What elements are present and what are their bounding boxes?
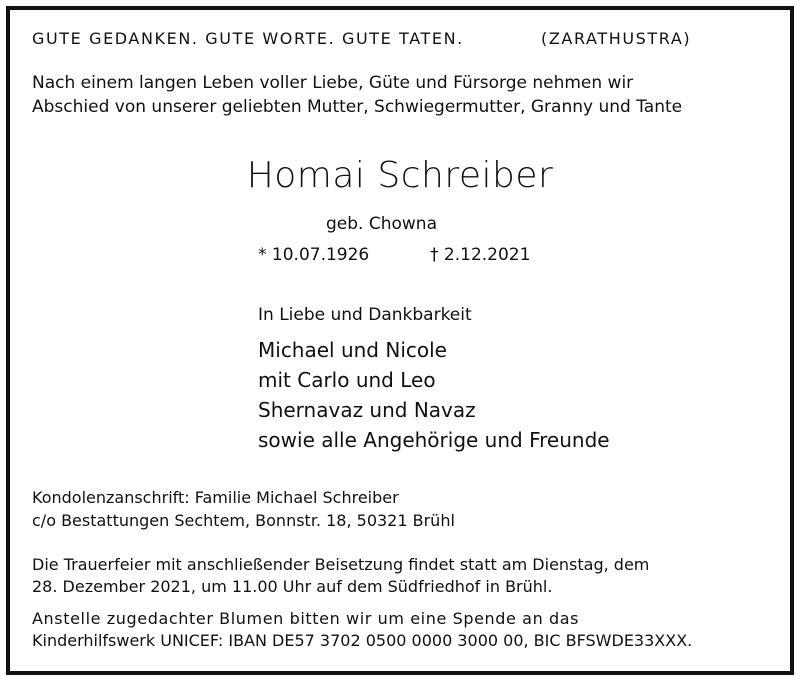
funeral-line-1: Die Trauerfeier mit anschließender Beisetzung findet statt am Dienstag, dem bbox=[32, 555, 650, 574]
deceased-born-name: geb. Chowna bbox=[326, 214, 437, 234]
obituary-notice bbox=[6, 6, 794, 675]
death-date: † 2.12.2021 bbox=[430, 245, 531, 265]
mourner-line-4: sowie alle Angehörige und Freunde bbox=[258, 428, 610, 452]
motto-line bbox=[32, 29, 692, 48]
donation-line-1: Anstelle zugedachter Blumen bitten wir um eine Spende an das bbox=[32, 609, 580, 628]
deceased-name: Homai Schreiber bbox=[246, 155, 554, 196]
birth-date: * 10.07.1926 bbox=[258, 245, 370, 265]
motto-source: (ZARATHUSTRA) bbox=[541, 29, 692, 48]
funeral-line-2: 28. Dezember 2021, um 11.00 Uhr auf dem Südfriedhof in Brühl. bbox=[32, 577, 553, 596]
intro-line-1: Nach einem langen Leben voller Liebe, Güte und Fürsorge nehmen wir bbox=[32, 73, 634, 93]
mourners-heading: In Liebe und Dankbarkeit bbox=[258, 305, 472, 325]
mourner-line-2: mit Carlo und Leo bbox=[258, 368, 436, 392]
intro-line-2: Abschied von unserer geliebten Mutter, Schwiegermutter, Granny und Tante bbox=[32, 97, 683, 117]
mourner-line-1: Michael und Nicole bbox=[258, 338, 447, 362]
condolence-line-1: Kondolenzanschrift: Familie Michael Schreiber bbox=[32, 488, 399, 507]
condolence-line-2: c/o Bestattungen Sechtem, Bonnstr. 18, 50321 Brühl bbox=[32, 511, 455, 530]
mourner-line-3: Shernavaz und Navaz bbox=[258, 398, 476, 422]
motto-text: GUTE GEDANKEN. GUTE WORTE. GUTE TATEN. bbox=[32, 29, 464, 48]
donation-line-2: Kinderhilfswerk UNICEF: IBAN DE57 3702 0500 0000 3000 00, BIC BFSWDE33XXX. bbox=[32, 631, 693, 650]
